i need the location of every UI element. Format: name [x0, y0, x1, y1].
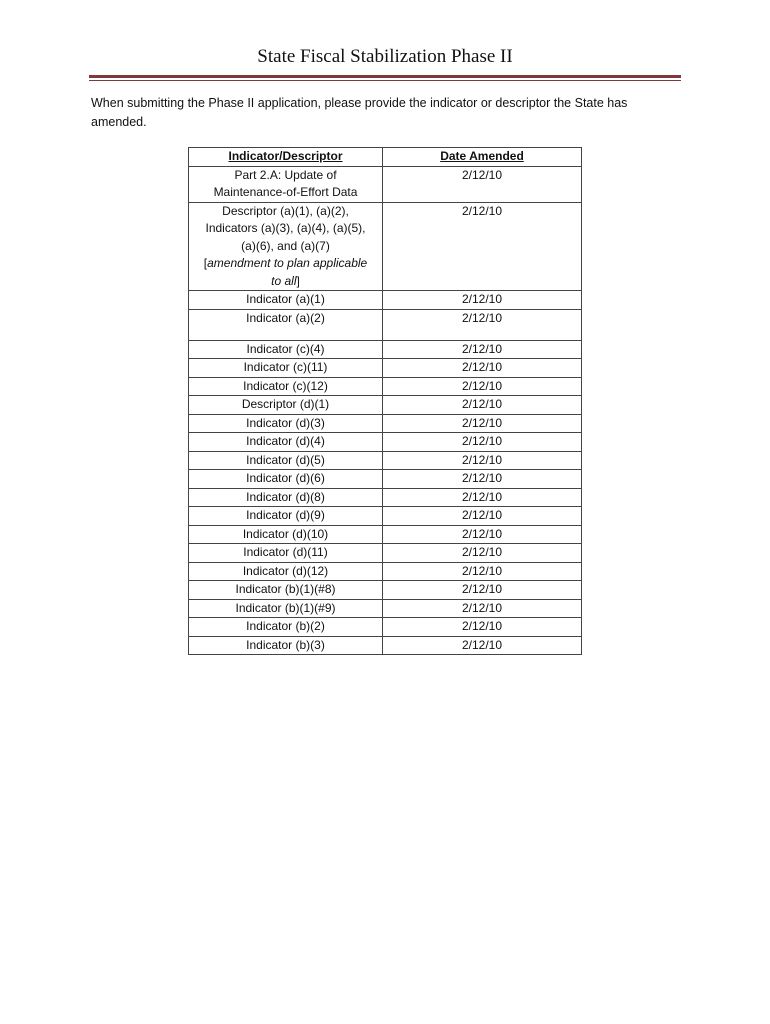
- header-date-amended: Date Amended: [383, 148, 582, 167]
- cell-date: 2/12/10: [383, 202, 582, 291]
- cell-indicator: Indicator (d)(6): [189, 470, 383, 489]
- cell-date: 2/12/10: [383, 488, 582, 507]
- table-row: [189, 309, 582, 340]
- cell-indicator: Indicator (c)(4): [189, 340, 383, 359]
- table-row: [189, 581, 582, 600]
- table-row-descriptor-a: [189, 202, 582, 291]
- cell-indicator: Indicator (a)(1): [189, 291, 383, 310]
- table-row: [189, 488, 582, 507]
- cell-date: 2/12/10: [383, 291, 582, 310]
- cell-indicator: Indicator (d)(12): [189, 562, 383, 581]
- cell-date: 2/12/10: [383, 581, 582, 600]
- cell-date: 2/12/10: [383, 433, 582, 452]
- cell-text-line: Indicators (a)(3), (a)(4), (a)(5),: [205, 221, 366, 235]
- table-row: [189, 396, 582, 415]
- table-row: [189, 414, 582, 433]
- cell-date: 2/12/10: [383, 451, 582, 470]
- table-row: [189, 451, 582, 470]
- table-row: [189, 525, 582, 544]
- table-row: [189, 470, 582, 489]
- table-row: [189, 599, 582, 618]
- cell-date: 2/12/10: [383, 340, 582, 359]
- cell-text-line: (a)(6), and (a)(7): [241, 238, 330, 253]
- cell-indicator: Indicator (d)(9): [189, 507, 383, 526]
- cell-indicator: Indicator (a)(2): [189, 309, 383, 340]
- cell-indicator: Indicator (d)(8): [189, 488, 383, 507]
- table-row: [189, 359, 582, 378]
- amendment-note: amendment to plan applicable: [207, 256, 368, 270]
- cell-indicator: [189, 202, 383, 291]
- cell-date: 2/12/10: [383, 544, 582, 563]
- table-row: [189, 377, 582, 396]
- bracket-close: ]: [296, 273, 300, 288]
- cell-date: 2/12/10: [383, 414, 582, 433]
- cell-date: 2/12/10: [383, 562, 582, 581]
- amendments-table: [188, 147, 582, 655]
- cell-date: 2/12/10: [383, 377, 582, 396]
- table-row: [189, 562, 582, 581]
- title-rule-thin: [89, 80, 681, 81]
- cell-date: 2/12/10: [383, 599, 582, 618]
- table-row: [189, 291, 582, 310]
- cell-indicator: Indicator (d)(11): [189, 544, 383, 563]
- amendment-note: to all: [271, 273, 297, 288]
- table-header-row: [189, 148, 582, 167]
- cell-date: 2/12/10: [383, 359, 582, 378]
- intro-paragraph: When submitting the Phase II application, please provide the indicator or descriptor the State has amended.: [91, 96, 628, 129]
- cell-indicator: Indicator (d)(3): [189, 414, 383, 433]
- table-row: [189, 618, 582, 637]
- cell-text-line: Descriptor (a)(1), (a)(2),: [222, 203, 349, 218]
- cell-date: 2/12/10: [383, 396, 582, 415]
- cell-indicator: Indicator (c)(12): [189, 377, 383, 396]
- table-row: [189, 544, 582, 563]
- cell-date: 2/12/10: [383, 618, 582, 637]
- page-title: State Fiscal Stabilization Phase II: [257, 46, 513, 67]
- cell-date: 2/12/10: [383, 166, 582, 202]
- cell-indicator: Indicator (b)(1)(#9): [189, 599, 383, 618]
- cell-text-line: Maintenance-of-Effort Data: [213, 185, 358, 199]
- cell-indicator: Indicator (b)(3): [189, 636, 383, 655]
- title-rule-thick: [89, 75, 681, 78]
- table-row: [189, 433, 582, 452]
- cell-date: 2/12/10: [383, 470, 582, 489]
- cell-date: 2/12/10: [383, 309, 582, 340]
- cell-date: 2/12/10: [383, 507, 582, 526]
- cell-text-line: Part 2.A: Update of: [234, 167, 337, 182]
- cell-indicator: Indicator (b)(1)(#8): [189, 581, 383, 600]
- cell-indicator: Indicator (d)(5): [189, 451, 383, 470]
- cell-indicator: Indicator (d)(10): [189, 525, 383, 544]
- cell-indicator: Indicator (d)(4): [189, 433, 383, 452]
- table-row: [189, 340, 582, 359]
- cell-indicator: Indicator (b)(2): [189, 618, 383, 637]
- cell-date: 2/12/10: [383, 525, 582, 544]
- table-row: [189, 507, 582, 526]
- bracket-open: [: [203, 256, 208, 270]
- header-indicator: Indicator/Descriptor: [189, 148, 383, 167]
- cell-date: 2/12/10: [383, 636, 582, 655]
- cell-indicator: Indicator (c)(11): [189, 359, 383, 378]
- cell-indicator: [189, 166, 383, 202]
- cell-indicator: Descriptor (d)(1): [189, 396, 383, 415]
- table-row: [189, 636, 582, 655]
- table-row-part2a: [189, 166, 582, 202]
